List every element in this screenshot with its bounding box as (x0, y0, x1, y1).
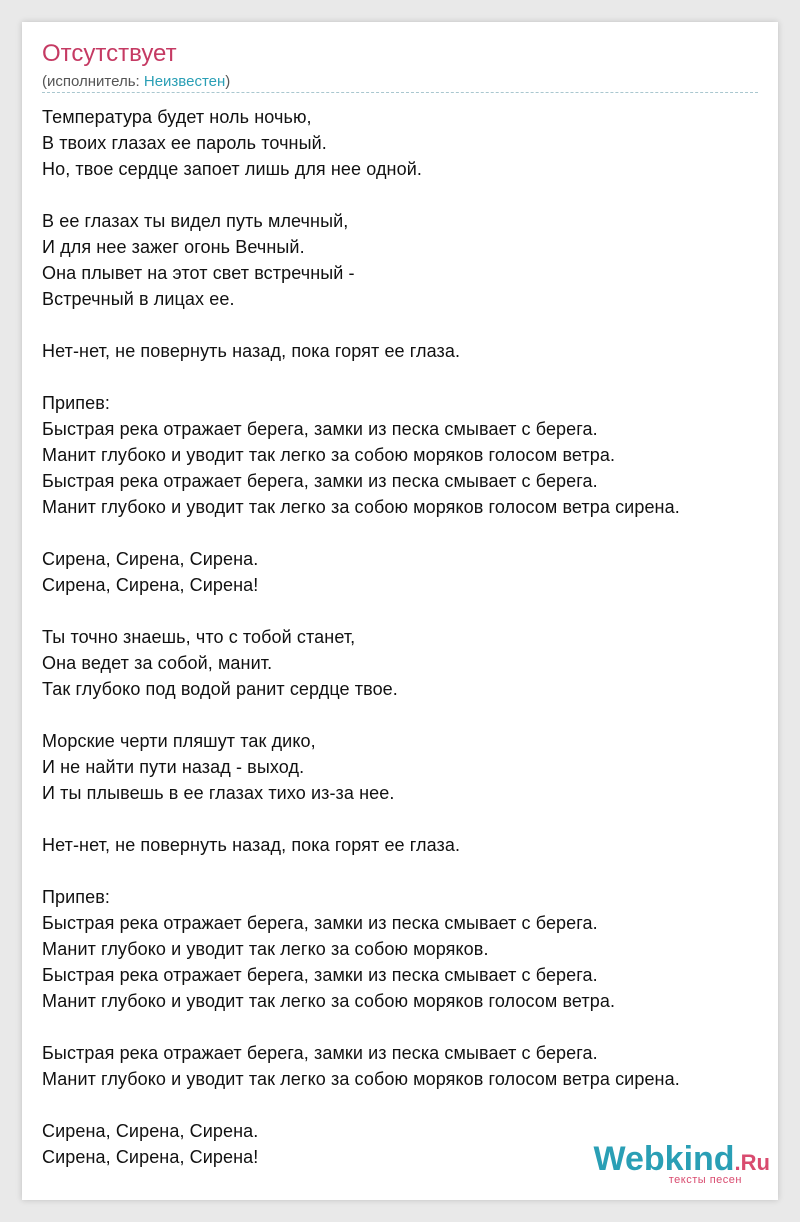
lyric-line: Манит глубоко и уводит так легко за собою моряков. (42, 939, 489, 959)
logo-tld: .Ru (734, 1150, 770, 1175)
lyric-line: Припев: (42, 887, 111, 907)
lyric-line: И для нее зажег огонь Вечный. (42, 237, 305, 257)
lyric-line: Так глубоко под водой ранит сердце твое. (42, 679, 398, 699)
artist-line (42, 73, 230, 90)
stanza-gap (42, 1014, 762, 1040)
lyric-line: Сирена, Сирена, Сирена! (42, 1147, 259, 1167)
artist-prefix: (исполнитель: (42, 73, 144, 90)
artist-suffix: ) (225, 73, 231, 90)
lyric-line: Ты точно знаешь, что с тобой станет, (42, 627, 356, 647)
stanza-gap (42, 806, 762, 832)
lyric-line: Манит глубоко и уводит так легко за собою моряков голосом ветра сирена. (42, 497, 680, 517)
lyric-line: Быстрая река отражает берега, замки из песка смывает с берега. (42, 1043, 598, 1063)
webkind-logo[interactable] (570, 1142, 770, 1190)
lyric-line: Припев: (42, 393, 111, 413)
song-title: Отсутствует (42, 40, 177, 67)
stanza-gap (42, 520, 762, 546)
lyric-line: Манит глубоко и уводит так легко за собою моряков голосом ветра. (42, 991, 616, 1011)
lyric-line: Сирена, Сирена, Сирена. (42, 1121, 259, 1141)
stanza-gap (42, 858, 762, 884)
lyric-line: Быстрая река отражает берега, замки из песка смывает с берега. (42, 965, 598, 985)
lyric-line: Морские черти пляшут так дико, (42, 731, 316, 751)
header-divider (42, 92, 758, 93)
lyric-line: Сирена, Сирена, Сирена! (42, 575, 259, 595)
logo-tagline: тексты песен (668, 1174, 742, 1186)
lyric-line: Манит глубоко и уводит так легко за собою моряков голосом ветра. (42, 445, 616, 465)
lyric-line: Она ведет за собой, манит. (42, 653, 273, 673)
stanza-gap (42, 312, 762, 338)
stanza-gap (42, 182, 762, 208)
lyrics-body (42, 104, 762, 1170)
lyric-line: Температура будет ноль ночью, (42, 107, 312, 127)
stanza-gap (42, 1092, 762, 1118)
lyric-line: В ее глазах ты видел путь млечный, (42, 211, 349, 231)
lyric-line: Нет-нет, не повернуть назад, пока горят ее глаза. (42, 341, 461, 361)
logo-brand: Webkind (593, 1140, 735, 1178)
lyric-line: Сирена, Сирена, Сирена. (42, 549, 259, 569)
stanza-gap (42, 702, 762, 728)
lyric-line: Быстрая река отражает берега, замки из песка смывает с берега. (42, 419, 598, 439)
lyric-line: Но, твое сердце запоет лишь для нее одной. (42, 159, 422, 179)
lyric-line: Манит глубоко и уводит так легко за собою моряков голосом ветра сирена. (42, 1069, 680, 1089)
lyric-line: Быстрая река отражает берега, замки из песка смывает с берега. (42, 913, 598, 933)
lyric-line: Встречный в лицах ее. (42, 289, 235, 309)
stanza-gap (42, 598, 762, 624)
logo-wordmark (594, 1142, 771, 1176)
lyric-line: В твоих глазах ее пароль точный. (42, 133, 327, 153)
lyric-line: Нет-нет, не повернуть назад, пока горят ее глаза. (42, 835, 461, 855)
lyric-line: Быстрая река отражает берега, замки из песка смывает с берега. (42, 471, 598, 491)
lyric-line: Она плывет на этот свет встречный - (42, 263, 355, 283)
lyric-line: И ты плывешь в ее глазах тихо из-за нее. (42, 783, 395, 803)
artist-link[interactable]: Неизвестен (143, 73, 226, 90)
lyric-line: И не найти пути назад - выход. (42, 757, 305, 777)
stanza-gap (42, 364, 762, 390)
lyrics-sheet (22, 22, 778, 1200)
